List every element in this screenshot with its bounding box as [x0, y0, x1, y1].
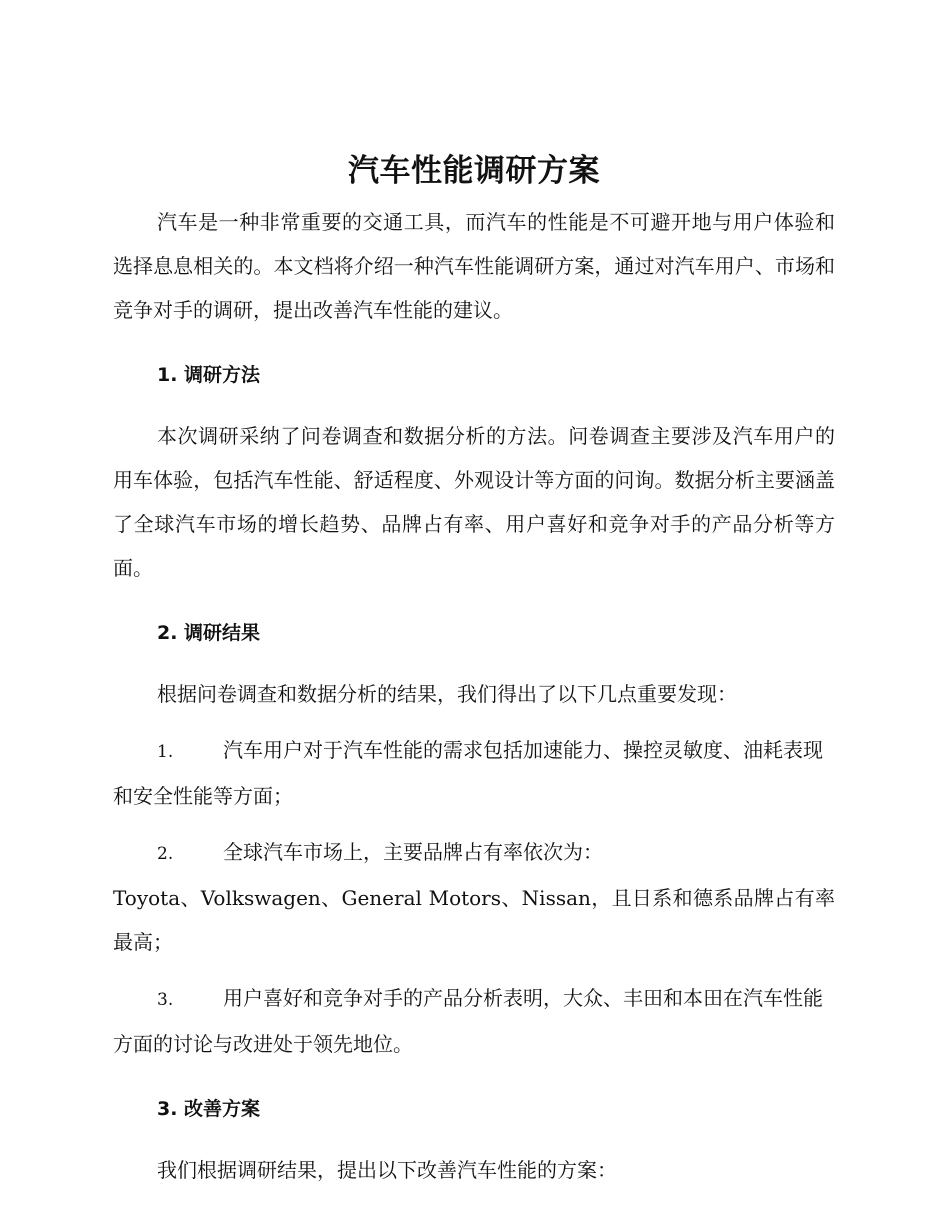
section-heading-improvements: 3. 改善方案 — [157, 1098, 261, 1120]
list-text: 用户喜好和竞争对手的产品分析表明，大众、丰田和本田在汽车性能方面的讨论与改进处于领先地位。 — [113, 986, 823, 1056]
list-number: 2. — [157, 844, 174, 864]
document-page — [113, 148, 835, 1192]
methods-paragraph: 本次调研采纳了问卷调查和数据分析的方法。问卷调查主要涉及汽车用户的用车体验，包括汽车性能、舒适程度、外观设计等方面的问询。数据分析主要涵盖了全球汽车市场的增长趋势、品牌占有率、用户喜好和竞争对手的产品分析等方面。 — [113, 424, 835, 580]
list-item — [113, 728, 835, 818]
page-title: 汽车性能调研方案 — [348, 153, 600, 189]
list-text: 汽车用户对于汽车性能的需求包括加速能力、操控灵敏度、油耗表现和安全性能等方面； — [113, 738, 823, 808]
intro-paragraph: 汽车是一种非常重要的交通工具，而汽车的性能是不可避开地与用户体验和选择息息相关的。本文档将介绍一种汽车性能调研方案，通过对汽车用户、市场和竞争对手的调研，提出改善汽车性能的建议。 — [113, 210, 835, 322]
results-paragraph: 根据问卷调查和数据分析的结果，我们得出了以下几点重要发现： — [157, 682, 737, 706]
improvements-paragraph: 我们根据调研结果，提出以下改善汽车性能的方案： — [157, 1158, 617, 1182]
list-number: 3. — [157, 990, 174, 1010]
list-item — [113, 976, 835, 1066]
section-heading-methods: 1. 调研方法 — [157, 364, 261, 386]
list-text: 全球汽车市场上，主要品牌占有率依次为： — [223, 840, 603, 864]
list-text-continued: Toyota、Volkswagen、General Motors、Nissan，且日系和德系品牌占有率最高； — [113, 886, 835, 954]
section-heading-results: 2. 调研结果 — [157, 622, 261, 644]
list-number: 1. — [157, 742, 174, 762]
list-item — [113, 830, 835, 876]
